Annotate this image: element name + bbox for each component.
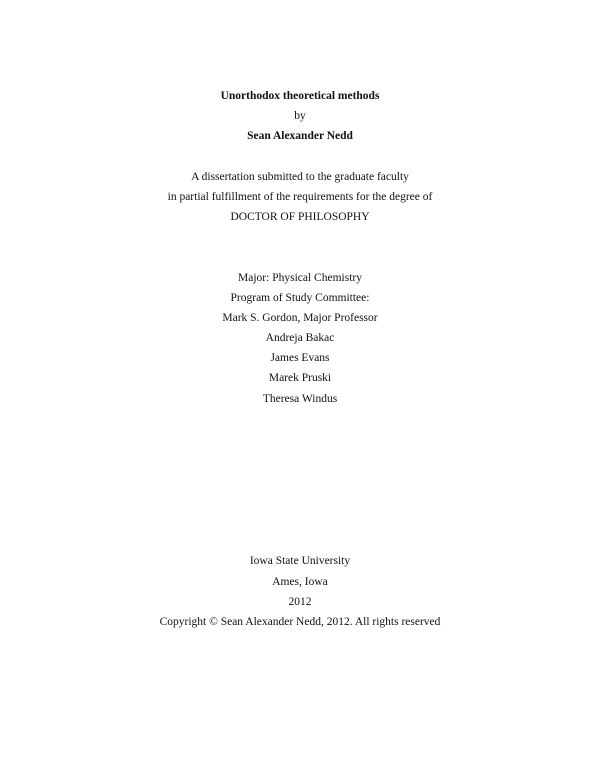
year: 2012 (288, 596, 312, 608)
submission-line-1: A dissertation submitted to the graduate faculty (191, 171, 409, 183)
committee-member: Marek Pruski (268, 372, 332, 384)
committee-heading: Program of Study Committee: (230, 292, 370, 304)
university-location: Ames, Iowa (272, 576, 328, 588)
dissertation-title: Unorthodox theoretical methods (220, 90, 380, 102)
by-label: by (294, 110, 306, 122)
degree-name: DOCTOR OF PHILOSOPHY (230, 211, 370, 223)
committee-member: James Evans (270, 352, 330, 364)
committee-member: Theresa Windus (262, 393, 338, 405)
university-name: Iowa State University (249, 555, 351, 567)
submission-line-2: in partial fulfillment of the requirements for the degree of (167, 191, 433, 203)
author-name: Sean Alexander Nedd (247, 130, 353, 142)
copyright-notice: Copyright © Sean Alexander Nedd, 2012. All rights reserved (159, 616, 441, 628)
committee-member: Mark S. Gordon, Major Professor (222, 312, 378, 324)
committee-member: Andreja Bakac (265, 332, 335, 344)
major-field: Major: Physical Chemistry (238, 272, 362, 284)
